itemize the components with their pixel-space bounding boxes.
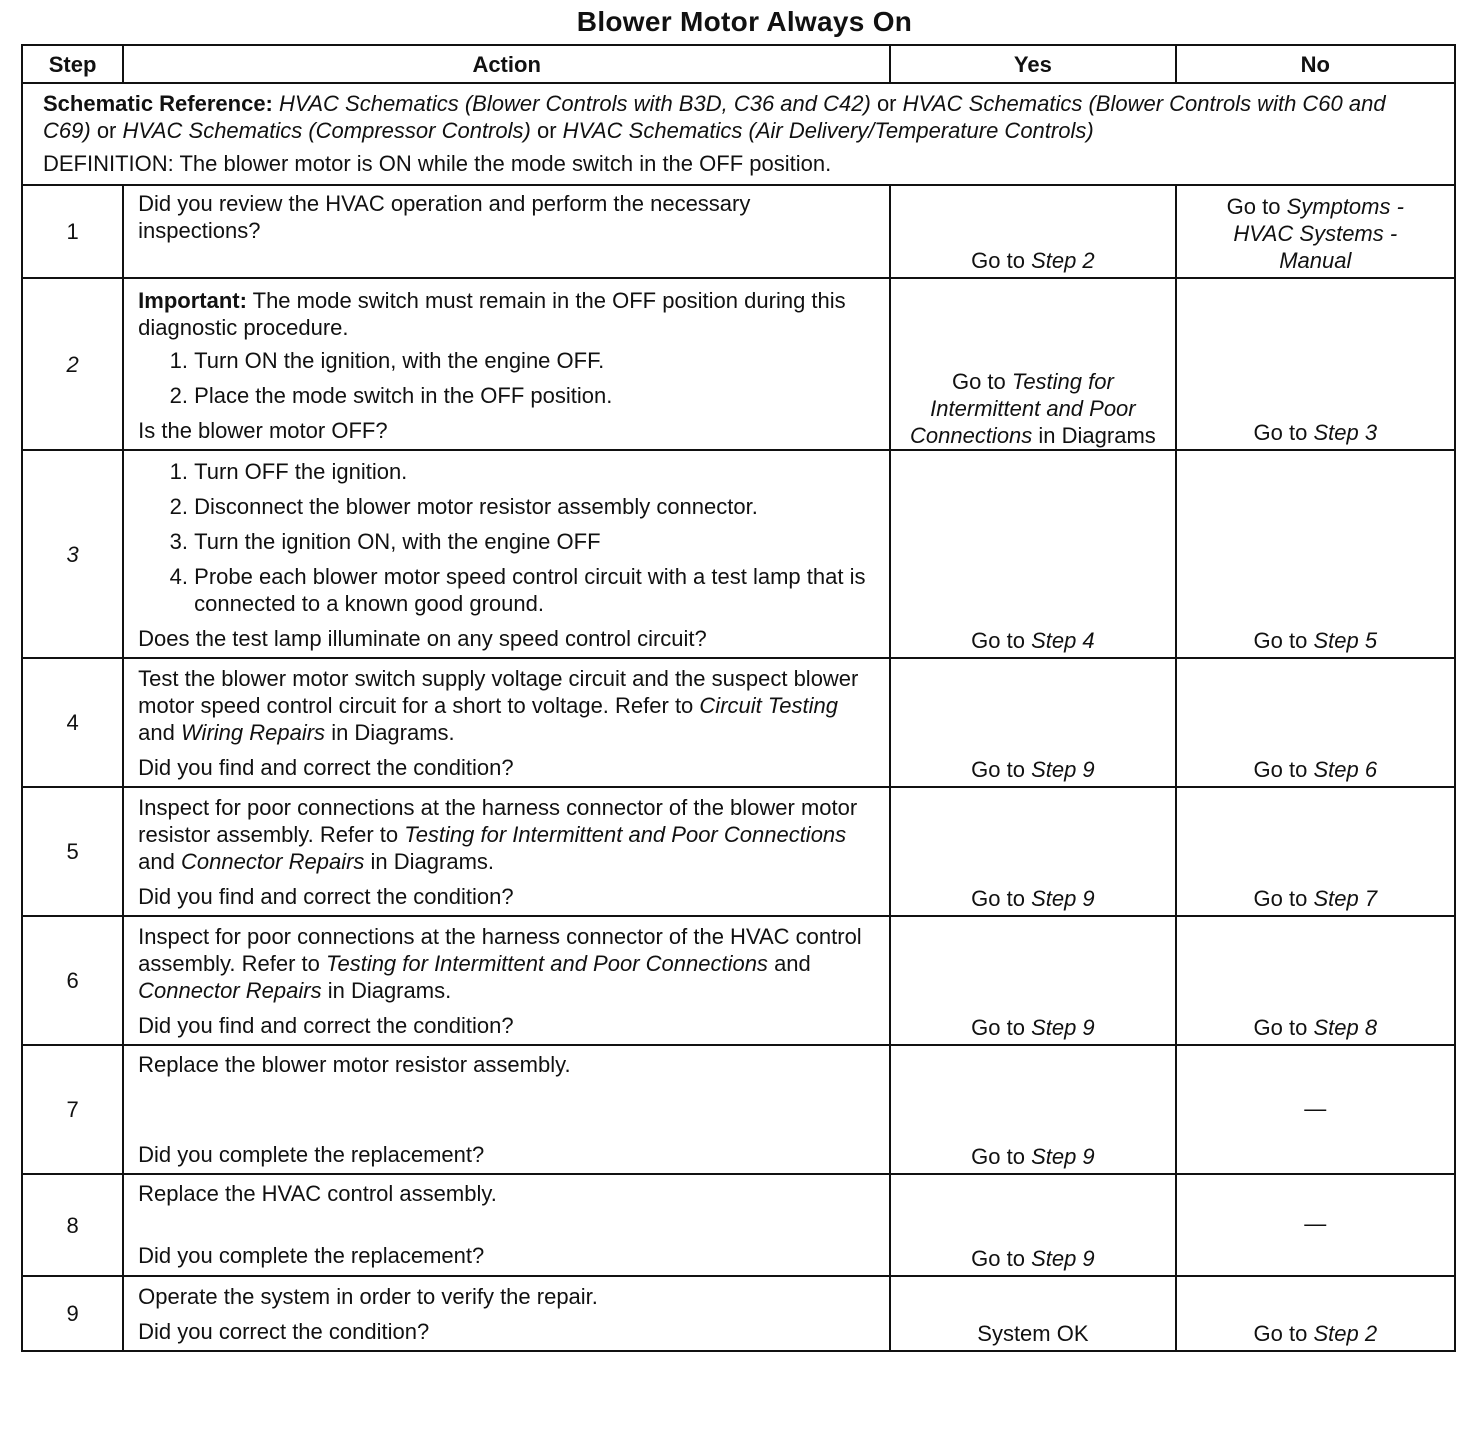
table-row	[22, 787, 1455, 916]
list-item: 4. Probe each blower motor speed control circuit with a test lamp that is connected to a known good ground.	[194, 563, 877, 617]
no-cell: Go to Symptoms - HVAC Systems - Manual	[1176, 185, 1455, 278]
no-cell: Go to Step 3	[1176, 278, 1455, 450]
step-number: 2	[22, 278, 123, 450]
action-cell: Did you review the HVAC operation and perform the necessary inspections?	[123, 185, 890, 278]
table-row	[22, 658, 1455, 787]
no-cell: Go to Step 6	[1176, 658, 1455, 787]
header-row	[22, 45, 1455, 83]
yes-cell: Go to Step 9	[890, 658, 1175, 787]
diagnostic-table	[21, 44, 1456, 1352]
header-yes: Yes	[890, 45, 1175, 83]
step-number: 1	[22, 185, 123, 278]
action-cell: Important: The mode switch must remain in the OFF position during this diagnostic procedure. 1. Turn ON the ignition, with the engine OFF. 2. Place the mode switch in the OFF position. Is the blower motor OFF?	[123, 278, 890, 450]
action-cell: 1. Turn OFF the ignition. 2. Disconnect the blower motor resistor assembly connector. 3. Turn the ignition ON, with the engine OFF 4. Probe each blower motor speed control circuit with a test lamp that is connected to a known good ground. Does the test lamp illuminate on any speed control circuit?	[123, 450, 890, 658]
action-cell: Inspect for poor connections at the harness connector of the blower motor resistor assembly. Refer to Testing for Intermittent and Poor Connections and Connector Repairs in Diagrams. Did you find and correct the condition?	[123, 787, 890, 916]
yes-cell: Go to Step 9	[890, 1045, 1175, 1174]
table-row	[22, 1174, 1455, 1276]
step-number: 4	[22, 658, 123, 787]
no-cell: —	[1176, 1045, 1455, 1174]
list-item: 1. Turn OFF the ignition.	[194, 458, 877, 485]
table-row	[22, 916, 1455, 1045]
yes-cell: Go to Step 2	[890, 185, 1175, 278]
yes-cell: Go to Step 4	[890, 450, 1175, 658]
header-step: Step	[22, 45, 123, 83]
schematic-reference-row	[22, 83, 1455, 185]
table-row	[22, 1276, 1455, 1351]
list-item: 1. Turn ON the ignition, with the engine OFF.	[194, 347, 877, 374]
yes-cell: Go to Testing for Intermittent and Poor Connections in Diagrams	[890, 278, 1175, 450]
step-number: 3	[22, 450, 123, 658]
step-number: 5	[22, 787, 123, 916]
action-cell: Replace the blower motor resistor assembly. Did you complete the replacement?	[123, 1045, 890, 1174]
no-cell: Go to Step 7	[1176, 787, 1455, 916]
table-row	[22, 185, 1455, 278]
action-cell: Replace the HVAC control assembly. Did you complete the replacement?	[123, 1174, 890, 1276]
action-cell: Inspect for poor connections at the harness connector of the HVAC control assembly. Refer to Testing for Intermittent and Poor Connections and Connector Repairs in Diagrams. Did you find and correct the condition?	[123, 916, 890, 1045]
no-cell: Go to Step 2	[1176, 1276, 1455, 1351]
no-cell: Go to Step 5	[1176, 450, 1455, 658]
step-number: 9	[22, 1276, 123, 1351]
step-number: 7	[22, 1045, 123, 1174]
list-item: 2. Place the mode switch in the OFF position.	[194, 382, 877, 409]
page-title: Blower Motor Always On	[576, 6, 913, 37]
table-row	[22, 450, 1455, 658]
step-number: 6	[22, 916, 123, 1045]
action-cell: Operate the system in order to verify the repair. Did you correct the condition?	[123, 1276, 890, 1351]
table-row	[22, 1045, 1455, 1174]
yes-cell: System OK	[890, 1276, 1175, 1351]
action-cell: Test the blower motor switch supply voltage circuit and the suspect blower motor speed control circuit for a short to voltage. Refer to Circuit Testing and Wiring Repairs in Diagrams. Did you find and correct the condition?	[123, 658, 890, 787]
header-action: Action	[123, 45, 890, 83]
list-item: 3. Turn the ignition ON, with the engine OFF	[194, 528, 877, 555]
no-cell: Go to Step 8	[1176, 916, 1455, 1045]
list-item: 2. Disconnect the blower motor resistor assembly connector.	[194, 493, 877, 520]
header-no: No	[1176, 45, 1455, 83]
yes-cell: Go to Step 9	[890, 787, 1175, 916]
definition: DEFINITION: The blower motor is ON while the mode switch in the OFF position.	[43, 151, 832, 176]
yes-cell: Go to Step 9	[890, 916, 1175, 1045]
no-cell: —	[1176, 1174, 1455, 1276]
step-number: 8	[22, 1174, 123, 1276]
schematic-reference: Schematic Reference: HVAC Schematics (Blower Controls with B3D, C36 and C42) or HVAC Schematics (Blower Controls with C60 and C69) or HVAC Schematics (Compressor Controls) or HVAC Schematics (Air Delivery/Temperature Controls) DEFINITION: The blower motor is ON while the mode switch in the OFF position.	[22, 83, 1455, 185]
yes-cell: Go to Step 9	[890, 1174, 1175, 1276]
table-row	[22, 278, 1455, 450]
